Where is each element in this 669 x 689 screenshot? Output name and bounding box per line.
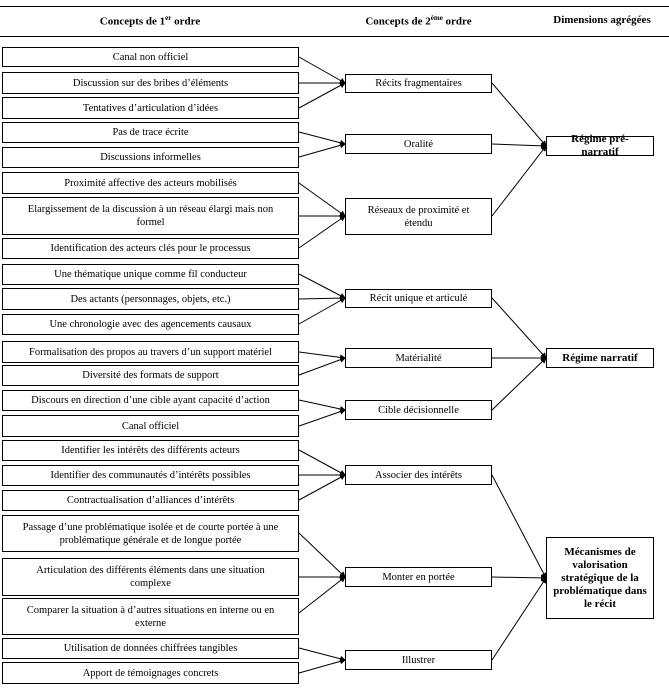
concept-2-illustrer: Illustrer	[345, 650, 492, 670]
concept-2-monter-en-portee: Monter en portée	[345, 567, 492, 587]
header-first-order: Concepts de 1er ordre	[99, 14, 201, 28]
concept-1-thematique-unique: Une thématique unique comme fil conducteur	[2, 264, 299, 285]
concept-1-proximite-affective: Proximité affective des acteurs mobilisés	[2, 172, 299, 194]
concept-1-donnees-chiffrees: Utilisation de données chiffrées tangibles	[2, 638, 299, 659]
concept-1-discours-cible: Discours en direction d’une cible ayant capacité d’action	[2, 390, 299, 411]
concept-2-oralite: Oralité	[345, 134, 492, 154]
concept-1-communautes-interets: Identifier des communautés d’intérêts possibles	[2, 465, 299, 486]
concept-1-elargissement-discussion: Elargissement de la discussion à un réseau élargi mais non formel	[2, 197, 299, 235]
concept-1-articulation-elements: Articulation des différents éléments dans une situation complexe	[2, 558, 299, 596]
concept-2-recit-unique: Récit unique et articulé	[345, 289, 492, 308]
concept-2-recits-fragmentaires: Récits fragmentaires	[345, 74, 492, 93]
concept-1-discussion-bribes: Discussion sur des bribes d’éléments	[2, 72, 299, 94]
concept-1-comparer-situation: Comparer la situation à d’autres situations en interne ou en externe	[2, 598, 299, 635]
concept-1-tentatives-articulation: Tentatives d’articulation d’idées	[2, 97, 299, 119]
header-second-order: Concepts de 2ème ordre	[365, 14, 472, 28]
dimension-mecanismes-valorisation: Mécanismes de valorisation stratégique de la problématique dans le récit	[546, 537, 654, 619]
concept-1-identifier-interets: Identifier les intérêts des différents acteurs	[2, 440, 299, 461]
concept-1-canal-non-officiel: Canal non officiel	[2, 47, 299, 67]
dimension-regime-narratif: Régime narratif	[546, 348, 654, 368]
concept-2-associer-interets: Associer des intérêts	[345, 465, 492, 485]
concept-1-formalisation-support: Formalisation des propos au travers d’un support matériel	[2, 341, 299, 363]
concept-1-diversite-formats: Diversité des formats de support	[2, 365, 299, 386]
concept-1-identification-acteurs: Identification des acteurs clés pour le processus	[2, 238, 299, 259]
concept-2-reseaux-proximite: Réseaux de proximité et étendu	[345, 198, 492, 235]
concept-1-passage-problematique: Passage d’une problématique isolée et de courte portée à une problématique générale et de longue portée	[2, 515, 299, 552]
concept-1-canal-officiel: Canal officiel	[2, 415, 299, 437]
concept-1-chronologie: Une chronologie avec des agencements causaux	[2, 314, 299, 335]
concept-2-cible-decisionnelle: Cible décisionnelle	[345, 400, 492, 420]
concept-1-temoignages: Apport de témoignages concrets	[2, 662, 299, 684]
concept-2-materialite: Matérialité	[345, 348, 492, 368]
concept-1-pas-de-trace: Pas de trace écrite	[2, 122, 299, 143]
dimension-regime-pre-narratif: Régime pré-narratif	[546, 136, 654, 156]
header-dimensions: Dimensions agrégées	[553, 14, 651, 26]
concept-1-discussions-informelles: Discussions informelles	[2, 147, 299, 168]
concept-1-actants: Des actants (personnages, objets, etc.)	[2, 288, 299, 310]
concept-1-contractualisation: Contractualisation d’alliances d’intérêts	[2, 490, 299, 511]
